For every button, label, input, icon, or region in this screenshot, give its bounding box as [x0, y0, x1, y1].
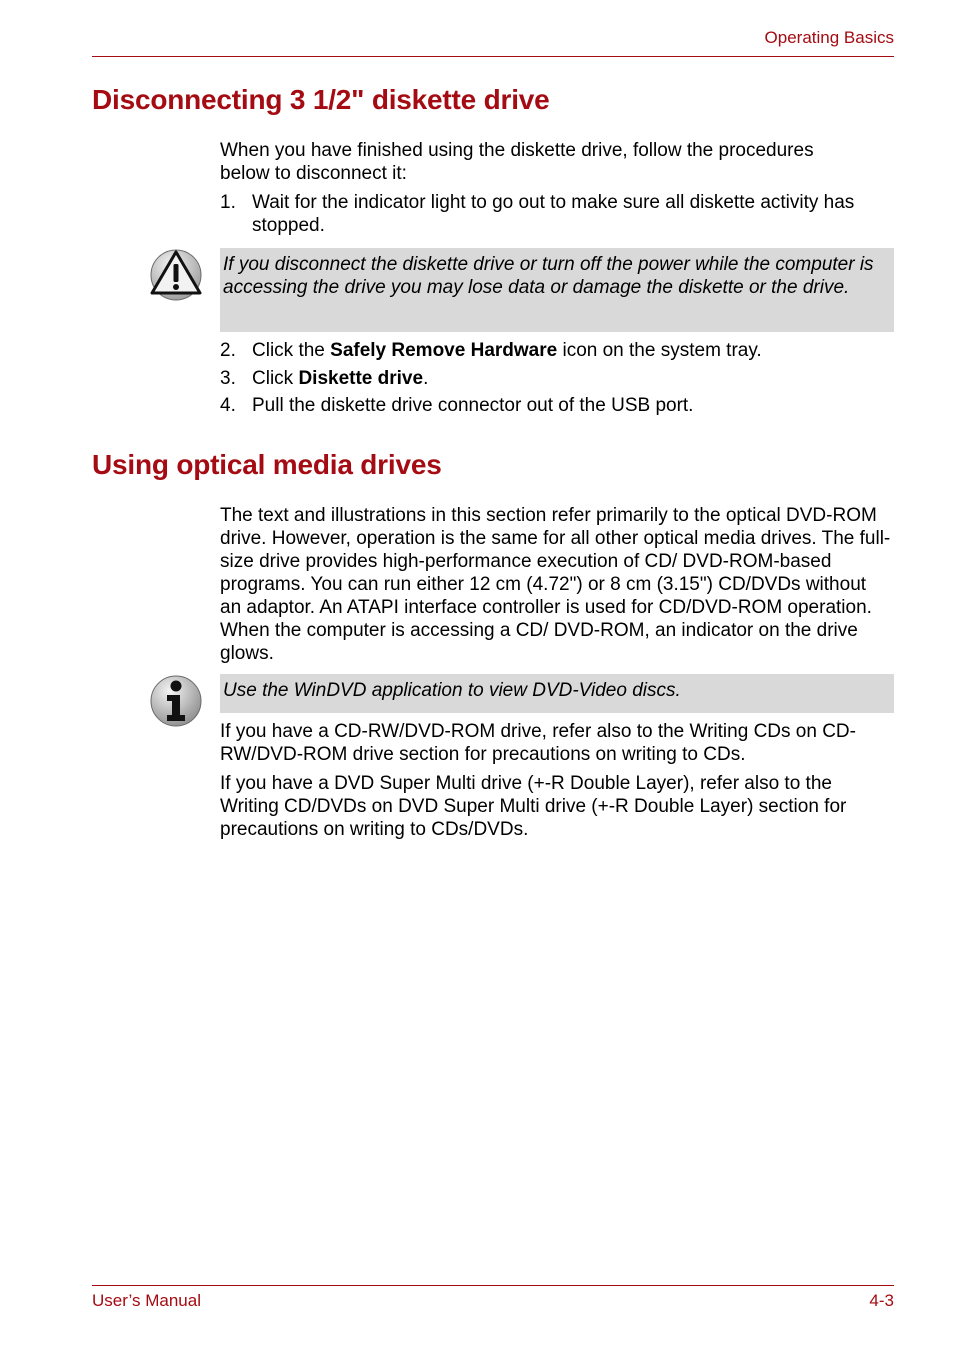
warning-text: If you disconnect the diskette drive or turn off the power while the computer is accessing the drive you may lose data or damage the diskette or the drive.: [223, 254, 874, 298]
intro-text: When you have finished using the diskette drive, follow the procedures below to disconnect it:: [220, 140, 814, 184]
footer-manual-title: User’s Manual: [92, 1291, 201, 1310]
step-text-pre: Click the: [252, 340, 331, 361]
step-text: [252, 367, 894, 390]
step-text-pre: Click: [252, 368, 299, 389]
page-number: 4-3: [869, 1291, 894, 1310]
step-number: 2.: [220, 340, 236, 361]
info-text: Use the WinDVD application to view DVD-Video discs.: [223, 680, 681, 701]
paragraph-text: If you have a DVD Super Multi drive (+-R Double Layer), refer also to the Writing CD/DVDs on DVD Super Multi drive (+-R Double Layer) section for precautions on writing to CDs/DVDs.: [220, 773, 847, 840]
warning-icon: [148, 247, 204, 303]
paragraph-dvd-super-multi: [220, 772, 894, 841]
intro-paragraph-diskette: [220, 139, 894, 185]
warning-note: [220, 248, 894, 332]
info-note: [220, 674, 894, 713]
step-text-post: icon on the system tray.: [557, 340, 762, 361]
step-text-post: .: [423, 368, 429, 389]
step-number: 1.: [220, 192, 236, 213]
footer-rule: [92, 1285, 894, 1286]
intro-text: The text and illustrations in this section refer primarily to the optical DVD-ROM drive. However, operation is the same for all other optical media drives. The full-size drive provides high-performance execution of CD/ DVD-ROM-based programs. You can run either 12 cm (4.72") or 8 cm (3.15") CD/DVDs without an adaptor. An ATAPI interface controller is used for CD/DVD-ROM operation. When the computer is accessing a CD/ DVD-ROM, an indicator on the drive glows.: [220, 505, 891, 664]
step-text: Wait for the indicator light to go out to make sure all diskette activity has stopped.: [252, 192, 855, 236]
info-icon: [148, 673, 204, 729]
header-rule: [92, 56, 894, 57]
intro-paragraph-optical: [220, 504, 894, 665]
step-text: [252, 339, 894, 362]
step-number: 3.: [220, 368, 236, 389]
section-title-diskette: Disconnecting 3 1/2" diskette drive: [92, 84, 550, 115]
paragraph-cd-rw: [220, 720, 894, 766]
step-number: 4.: [220, 395, 236, 416]
running-header: Operating Basics: [764, 28, 894, 47]
ui-term-safely-remove-hardware: Safely Remove Hardware: [330, 340, 558, 361]
ui-term-diskette-drive: Diskette drive: [298, 368, 424, 389]
section-title-optical: Using optical media drives: [92, 449, 442, 480]
step-text: Pull the diskette drive connector out of the USB port.: [252, 395, 694, 416]
paragraph-text: If you have a CD-RW/DVD-ROM drive, refer also to the Writing CDs on CD-RW/DVD-ROM drive section for precautions on writing to CDs.: [220, 721, 856, 765]
